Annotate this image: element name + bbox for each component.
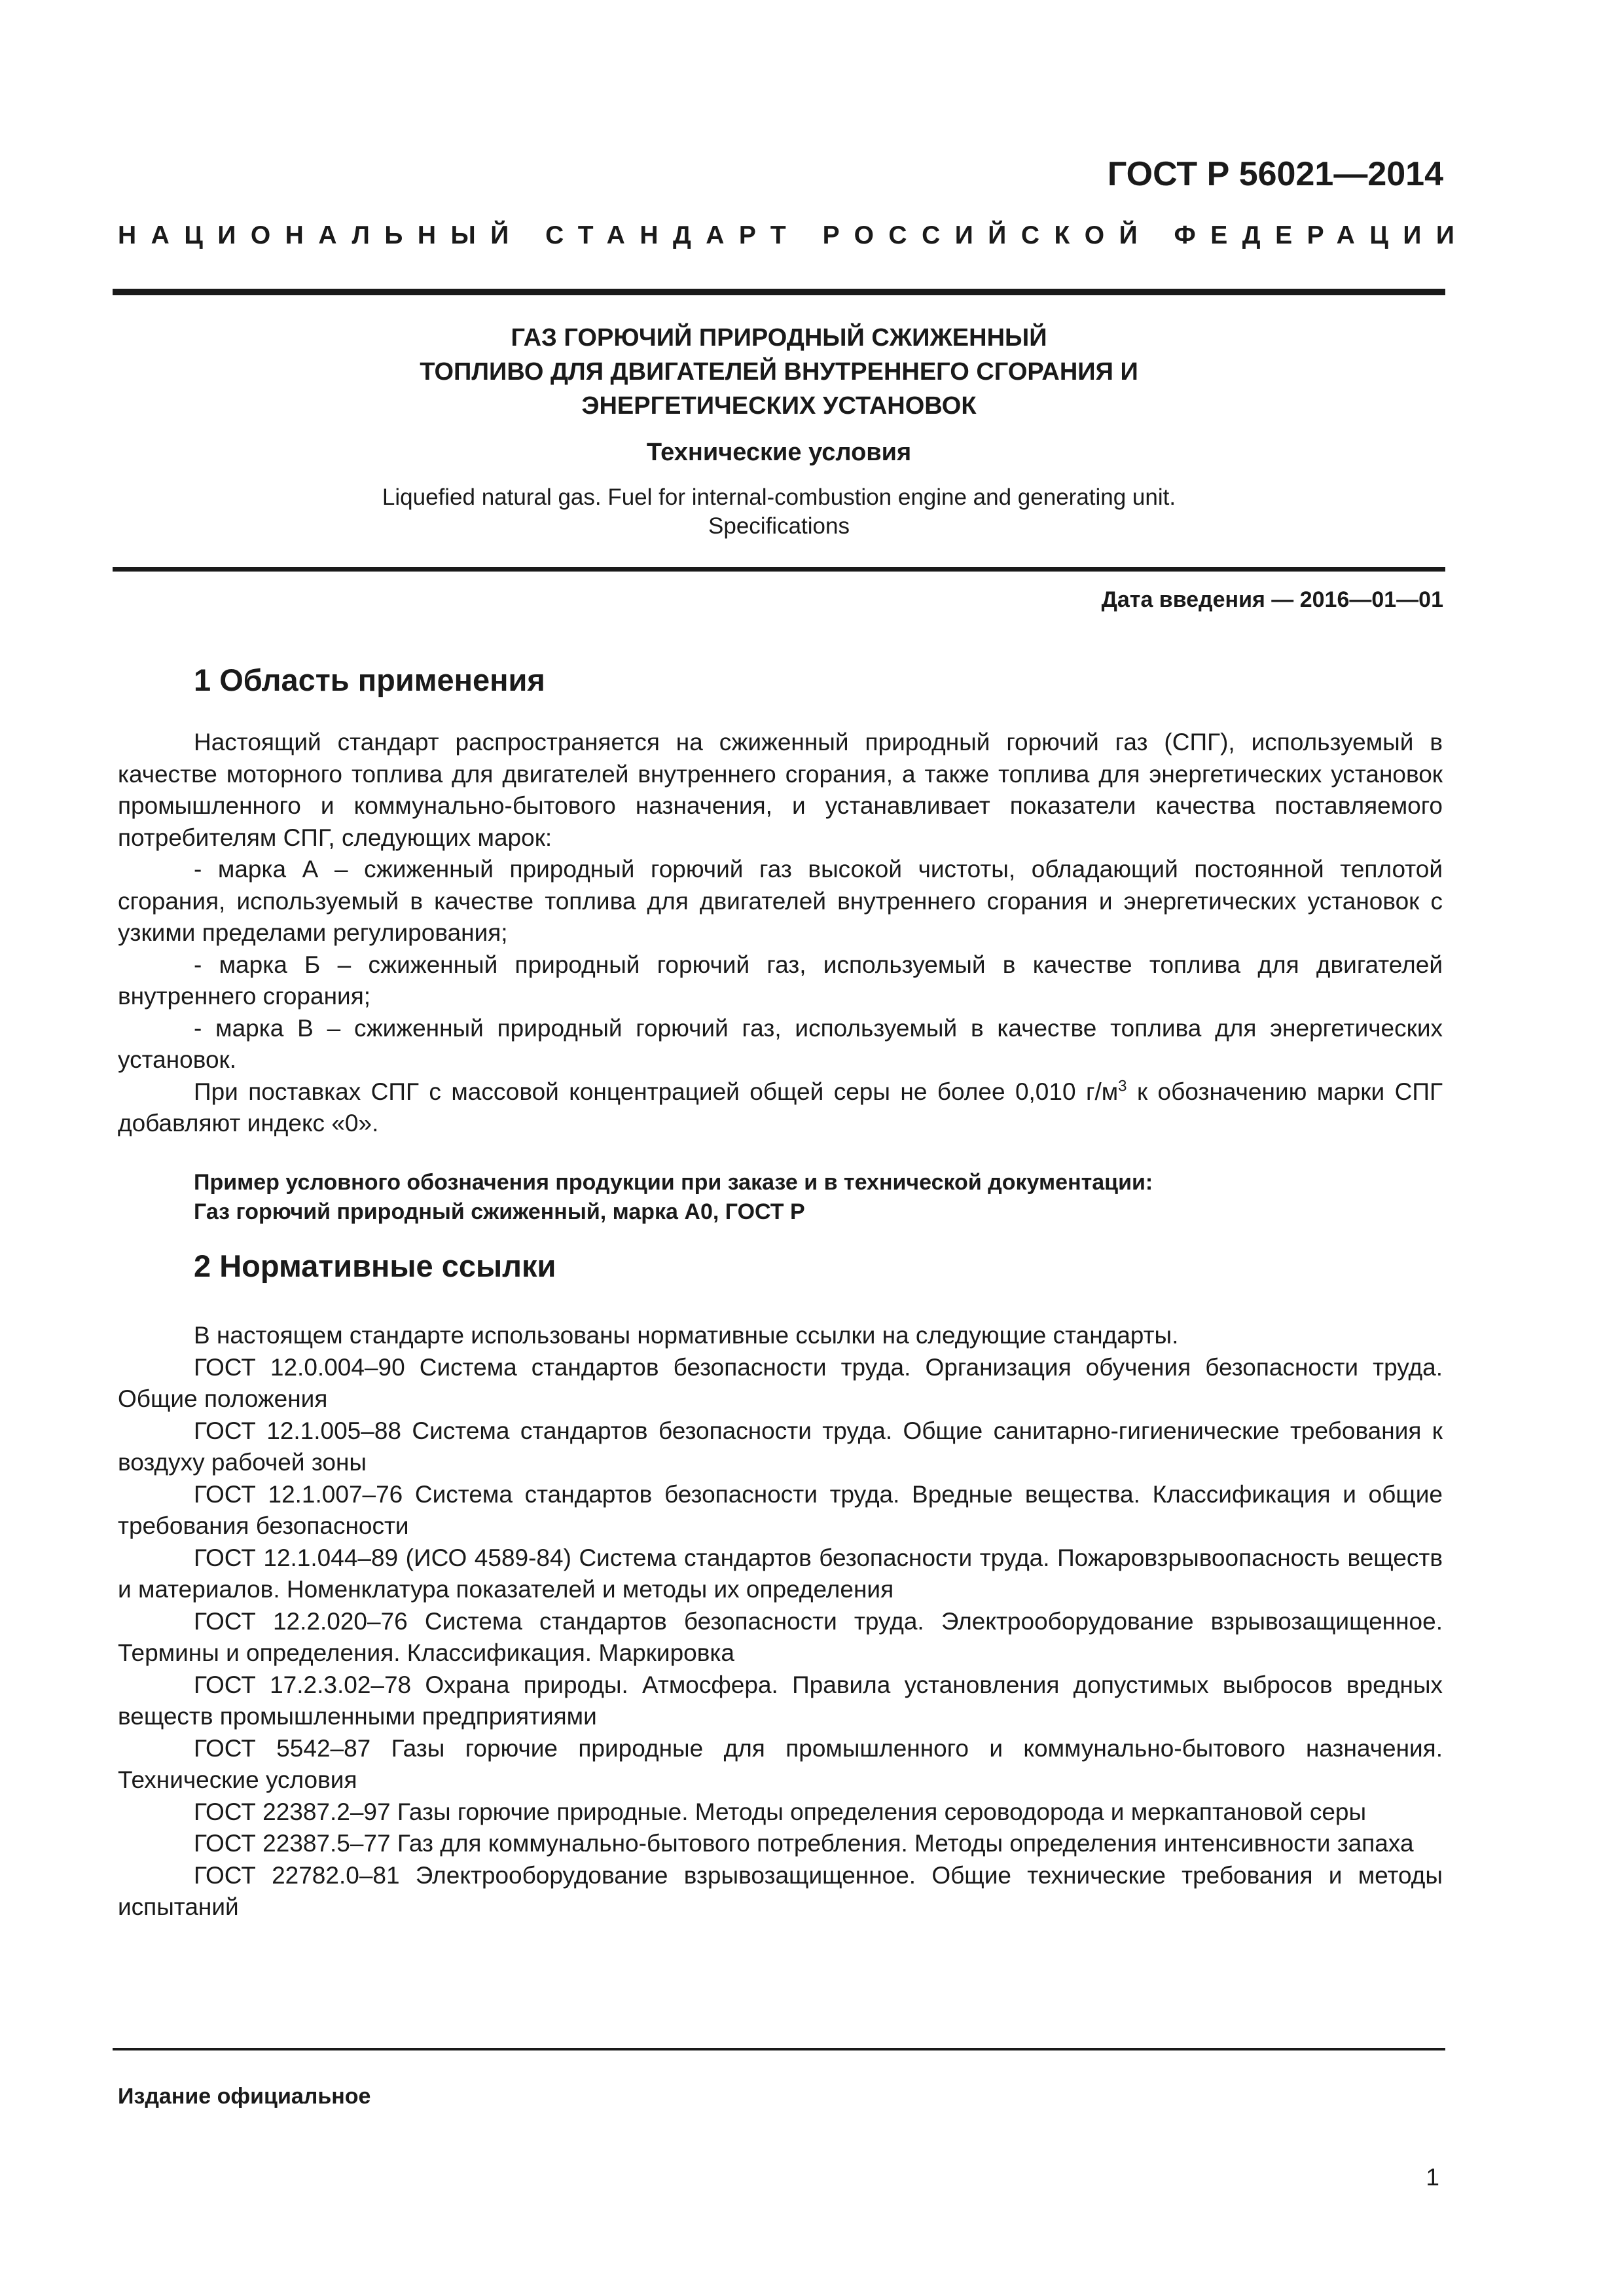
english-title bbox=[113, 483, 1445, 541]
english-title-line: Specifications bbox=[708, 513, 850, 539]
reference-item: ГОСТ 12.2.020–76 Система стандартов безопасности труда. Электрооборудование взрывозащищенное. Термины и определения. Классификация. Маркировка bbox=[118, 1607, 1443, 1666]
title-rule bbox=[113, 567, 1445, 572]
document-title-line: ТОПЛИВО ДЛЯ ДВИГАТЕЛЕЙ ВНУТРЕННЕГО СГОРАНИЯ И bbox=[420, 358, 1138, 386]
designation-example bbox=[194, 1168, 1153, 1227]
official-edition-label: Издание официальное bbox=[118, 2084, 371, 2109]
date-of-introduction: Дата введения — 2016—01—01 bbox=[1101, 587, 1443, 612]
page-number: 1 bbox=[1426, 2164, 1439, 2191]
paragraph: - марка Б – сжиженный природный горючий газ, используемый в качестве топлива для двигателей внутреннего сгорания; bbox=[118, 951, 1443, 1010]
document-title-line: ГАЗ ГОРЮЧИЙ ПРИРОДНЫЙ СЖИЖЕННЫЙ bbox=[511, 324, 1047, 352]
paragraph: Настоящий стандарт распространяется на сжиженный природный горючий газ (СПГ), используемый в качестве моторного топлива для двигателей внутреннего сгорания, а также топлива для энергетических установок промышленного и коммунально-бытового назначения, и устанавливает показатели качества поставляемого потребителям СПГ, следующих марок: bbox=[118, 729, 1443, 851]
section-heading-references: 2 Нормативные ссылки bbox=[194, 1248, 556, 1283]
superscript: 3 bbox=[1118, 1077, 1127, 1095]
header-rule bbox=[113, 289, 1445, 295]
sulfur-tail: к обозначению марки СПГ добавляют индекс «0». bbox=[118, 1078, 1443, 1137]
reference-item: ГОСТ 12.1.007–76 Система стандартов безопасности труда. Вредные вещества. Классификация и общие требования безопасности bbox=[118, 1480, 1443, 1539]
paragraph-sulfur bbox=[118, 1076, 1443, 1140]
document-title-block bbox=[113, 321, 1445, 541]
paragraph: - марка А – сжиженный природный горючий газ высокой чистоты, обладающий постоянной теплотой сгорания, используемый в качестве топлива для двигателей внутреннего сгорания и энергетических установок с узкими пределами регулирования; bbox=[118, 856, 1443, 946]
national-standard-banner: НАЦИОНАЛЬНЫЙ СТАНДАРТ РОССИЙСКОЙ ФЕДЕРАЦИИ bbox=[118, 221, 1470, 249]
paragraph: - марка В – сжиженный природный горючий газ, используемый в качестве топлива для энергетических установок. bbox=[118, 1014, 1443, 1073]
english-title-line: Liquefied natural gas. Fuel for internal-combustion engine and generating unit. bbox=[382, 484, 1176, 510]
gost-code: ГОСТ Р 56021—2014 bbox=[1107, 155, 1443, 193]
reference-item: ГОСТ 22387.5–77 Газ для коммунально-бытового потребления. Методы определения интенсивности запаха bbox=[194, 1830, 1414, 1857]
sulfur-text: При поставках СПГ с массовой концентрацией общей серы не более 0,010 г/м bbox=[194, 1078, 1119, 1105]
section-scope-body bbox=[118, 727, 1443, 1140]
document-title-line: ЭНЕРГЕТИЧЕСКИХ УСТАНОВОК bbox=[581, 392, 977, 420]
footer-rule bbox=[113, 2048, 1445, 2050]
section-references-body bbox=[118, 1320, 1443, 1923]
reference-item: ГОСТ 12.1.044–89 (ИСО 4589-84) Система стандартов безопасности труда. Пожаровзрывоопасность веществ и материалов. Номенклатура показателей и методы их определения bbox=[118, 1544, 1443, 1603]
document-subtitle: Технические условия bbox=[646, 439, 912, 466]
reference-item: ГОСТ 17.2.3.02–78 Охрана природы. Атмосфера. Правила установления допустимых выбросов вредных веществ промышленными предприятиями bbox=[118, 1671, 1443, 1730]
reference-item: ГОСТ 22387.2–97 Газы горючие природные. Методы определения сероводорода и меркаптановой серы bbox=[194, 1798, 1367, 1825]
example-line: Газ горючий природный сжиженный, марка А0, ГОСТ Р bbox=[194, 1199, 805, 1224]
example-line: Пример условного обозначения продукции при заказе и в технической документации: bbox=[194, 1170, 1153, 1195]
section-heading-scope: 1 Область применения bbox=[194, 663, 545, 697]
reference-item: ГОСТ 22782.0–81 Электрооборудование взрывозащищенное. Общие технические требования и методы испытаний bbox=[118, 1861, 1443, 1920]
paragraph: В настоящем стандарте использованы нормативные ссылки на следующие стандарты. bbox=[194, 1322, 1179, 1349]
reference-item: ГОСТ 12.0.004–90 Система стандартов безопасности труда. Организация обучения безопасности труда. Общие положения bbox=[118, 1353, 1443, 1412]
reference-item: ГОСТ 12.1.005–88 Система стандартов безопасности труда. Общие санитарно-гигиенические требования к воздуху рабочей зоны bbox=[118, 1417, 1443, 1476]
reference-item: ГОСТ 5542–87 Газы горючие природные для промышленного и коммунально-бытового назначения. Технические условия bbox=[118, 1734, 1443, 1793]
